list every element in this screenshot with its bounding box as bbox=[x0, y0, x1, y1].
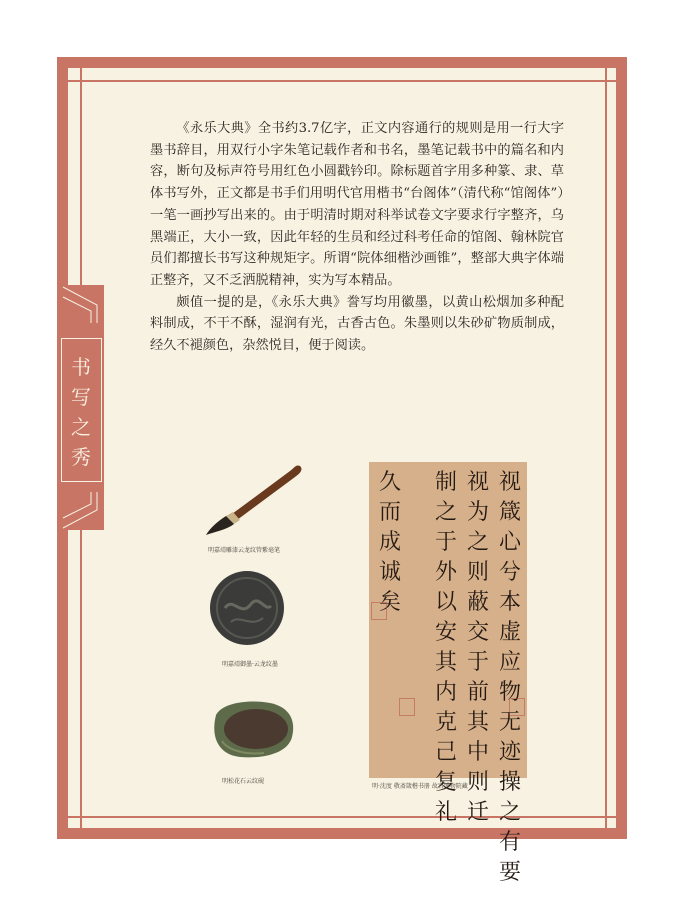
calligraphy-char: 迹 bbox=[498, 740, 521, 765]
calligraphy-char: 内 bbox=[434, 680, 457, 705]
caption-ink: 明嘉靖御墨·云龙纹墨 bbox=[222, 661, 278, 668]
calligraphy-char: 矣 bbox=[378, 590, 401, 615]
calligraphy-char: 视 bbox=[498, 470, 521, 495]
calligraphy-column bbox=[433, 468, 459, 828]
calligraphy-char: 有 bbox=[498, 830, 521, 855]
calligraphy-char: 成 bbox=[378, 530, 401, 555]
calligraphy-char: 则 bbox=[466, 770, 489, 795]
calligraphy-char: 于 bbox=[434, 530, 457, 555]
inkstone-image bbox=[208, 697, 298, 761]
calligraphy-char: 交 bbox=[466, 620, 489, 645]
seal-stamp bbox=[399, 698, 415, 716]
calligraphy-column bbox=[497, 468, 523, 888]
calligraphy-char: 其 bbox=[434, 650, 457, 675]
calligraphy-char: 前 bbox=[466, 680, 489, 705]
tab-bottom-ornament bbox=[57, 490, 104, 530]
frame-line-bottom bbox=[68, 816, 616, 818]
calligraphy-char: 应 bbox=[498, 650, 521, 675]
calligraphy-char: 安 bbox=[434, 620, 457, 645]
frame-line-right bbox=[605, 68, 607, 828]
ink-cake-image bbox=[207, 568, 287, 648]
calligraphy-char: 为 bbox=[466, 500, 489, 525]
calligraphy-char: 诚 bbox=[378, 560, 401, 585]
calligraphy-char: 蔽 bbox=[466, 590, 489, 615]
paragraph: 颇值一提的是，《永乐大典》誊写均用徽墨，以黄山松烟加多种配料制成，不干不酥，湿润有光，古香古色。朱墨则以朱砂矿物质制成，经久不褪颜色，杂然悦目，便于阅读。 bbox=[150, 294, 564, 354]
section-title-char: 之 bbox=[71, 415, 91, 439]
calligraphy-char: 己 bbox=[434, 740, 457, 765]
calligraphy-char: 兮 bbox=[498, 560, 521, 585]
brush-image bbox=[200, 462, 310, 540]
calligraphy-char: 操 bbox=[498, 770, 521, 795]
caption-brush: 明嘉靖雕漆云龙纹管紫毫笔 bbox=[208, 547, 281, 554]
calligraphy-char: 其 bbox=[466, 710, 489, 735]
calligraphy-char: 礼 bbox=[434, 800, 457, 825]
calligraphy-column bbox=[465, 468, 491, 828]
seal-stamp bbox=[371, 602, 387, 620]
calligraphy-char: 之 bbox=[466, 530, 489, 555]
calligraphy-char: 无 bbox=[498, 710, 521, 735]
section-title-char: 写 bbox=[71, 385, 91, 409]
frame-line-top bbox=[68, 80, 616, 82]
calligraphy-char: 而 bbox=[378, 500, 401, 525]
section-title-char: 书 bbox=[71, 355, 91, 379]
tab-top-ornament bbox=[57, 285, 104, 325]
caption-stone: 明松花石云纹砚 bbox=[222, 778, 265, 785]
body-text bbox=[150, 118, 564, 357]
calligraphy-char: 则 bbox=[466, 560, 489, 585]
calligraphy-char: 久 bbox=[378, 470, 401, 495]
calligraphy-char: 之 bbox=[498, 800, 521, 825]
calligraphy-char: 中 bbox=[466, 740, 489, 765]
calligraphy-char: 视 bbox=[466, 470, 489, 495]
calligraphy-char: 箴 bbox=[498, 500, 521, 525]
section-title bbox=[66, 352, 96, 472]
calligraphy-char: 要 bbox=[498, 860, 521, 885]
calligraphy-char: 虚 bbox=[498, 620, 521, 645]
caption-calligraphy: 明·沈度 敬斋箴楷书册 故宫博物院藏 bbox=[372, 783, 468, 790]
calligraphy-char: 以 bbox=[434, 590, 457, 615]
calligraphy-column bbox=[377, 468, 403, 618]
section-title-char: 秀 bbox=[71, 445, 91, 469]
calligraphy-char: 本 bbox=[498, 590, 521, 615]
calligraphy-char: 于 bbox=[466, 650, 489, 675]
calligraphy-char: 迁 bbox=[466, 800, 489, 825]
calligraphy-char: 外 bbox=[434, 560, 457, 585]
calligraphy-char: 物 bbox=[498, 680, 521, 705]
seal-stamp bbox=[509, 698, 525, 716]
calligraphy-char: 克 bbox=[434, 710, 457, 735]
paragraph: 《永乐大典》全书约3.7亿字，正文内容通行的规则是用一行大字墨书辞目，用双行小字朱笔记载作者和书名，墨笔记载书中的篇名和内容，断句及标声符号用红色小圆戳钤印。除标题首字用多种篆、隶、草体书写外，正文都是书手们用明代官用楷书“台阁体”（清代称“馆阁体”）一笔一画抄写出来的。由于明清时期对科举试卷文字要求行字整齐，乌黑端正，大小一致，因此年轻的生员和经过科考任命的馆阁、翰林院官员们都擅长书写这种规矩字。所谓“院体细楷沙画锥”，整部大典字体端正整齐，又不乏洒脱精神，实为写本精品。 bbox=[150, 121, 564, 288]
calligraphy-char: 心 bbox=[498, 530, 521, 555]
calligraphy-char: 复 bbox=[434, 770, 457, 795]
calligraphy-char: 制 bbox=[434, 470, 457, 495]
calligraphy-char: 之 bbox=[434, 500, 457, 525]
